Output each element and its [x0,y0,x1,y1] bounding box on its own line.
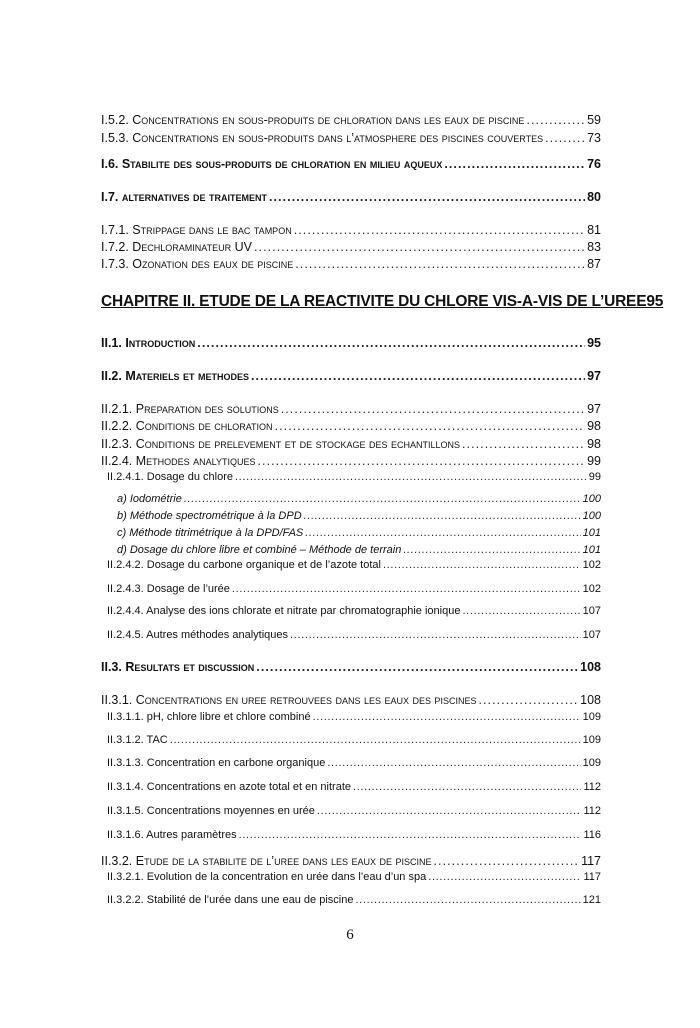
toc-entry-title: II.3.1.3. Concentration en carbone organique [107,757,326,769]
toc-entry[interactable] [101,660,601,674]
toc-entry-page: 59 [587,113,601,127]
toc-entry[interactable] [101,257,601,271]
toc-entry[interactable] [101,437,601,451]
dot-leader [403,544,580,556]
dot-leader [257,454,585,468]
toc-entry[interactable] [107,805,601,817]
toc-entry-title: II.2.4.1. Dosage du chlore [107,471,233,483]
toc-entry[interactable] [101,854,601,868]
toc-entry-title: II.3.1.4. Concentrations en azote total et en nitrate [107,781,351,793]
toc-entry-page: 97 [587,402,601,416]
toc-entry-title: II.3.1.6. Autres paramètres [107,829,237,841]
dot-leader [269,190,585,204]
dot-leader [355,894,580,906]
toc-entry-title: I.7.2. Dechloraminateur UV [101,240,252,254]
dot-leader [313,711,581,723]
dot-leader [184,493,581,505]
toc-entry-page: 109 [582,734,601,746]
toc-entry[interactable] [101,693,601,707]
toc-entry-title: II.3.1.5. Concentrations moyennes en urée [107,805,315,817]
toc-entry-page: 100 [582,493,601,505]
toc-entry[interactable] [101,223,601,237]
toc-entry-title: a) Iodométrie [117,493,182,505]
toc-entry-title: I.7.1. Strippage dans le bac tampon [101,223,292,237]
toc-entry-page: 98 [587,419,601,433]
toc-entry-page: 108 [580,693,601,707]
toc-entry-title: II.3.1.1. pH, chlore libre et chlore combiné [107,711,311,723]
dot-leader [353,781,581,793]
toc-entry[interactable] [101,369,601,383]
dot-leader [383,559,581,571]
toc-entry-page: 102 [582,583,601,595]
toc-entry[interactable] [101,190,601,204]
toc-entry[interactable] [117,510,601,522]
dot-leader [526,113,585,127]
toc-entry[interactable] [101,131,601,145]
toc-entry-page: 116 [583,829,601,841]
toc-entry-page: 107 [582,629,601,641]
toc-entry-title: I.5.3. Concentrations en sous-produits dans l’atmosphere des piscines couvertes [101,131,544,145]
toc-entry-title: I.5.2. Concentrations en sous-produits de chloration dans les eaux de piscine [101,113,525,127]
toc-entry-page: 98 [587,437,601,451]
toc-entry-page: 101 [582,527,601,539]
dot-leader [232,583,581,595]
toc-entry[interactable] [107,629,601,641]
toc-entry-page: 101 [582,544,601,556]
toc-entry-page: 95 [587,336,601,350]
toc-entry-title: I.7.3. Ozonation des eaux de piscine [101,257,294,271]
toc-entry-title: II.1. Introduction [101,336,196,350]
dot-leader [251,369,585,383]
toc-entry-title: II.2.4.5. Autres méthodes analytiques [107,629,289,641]
toc-entry-page: 107 [582,605,601,617]
toc-entry-title: II.2.1. Preparation des solutions [101,402,279,416]
toc-entry[interactable] [107,471,601,483]
toc-entry-title: II.3.1. Concentrations en uree retrouvees dans les eaux des piscines [101,693,477,707]
toc-entry-title: b) Méthode spectrométrique à la DPD [117,510,302,522]
dot-leader [462,605,580,617]
dot-leader [294,223,585,237]
toc-entry-page: 112 [583,781,601,793]
toc-entry-page: 80 [587,190,601,204]
dot-leader [275,419,586,433]
toc-entry-page: 76 [587,157,601,171]
toc-entry[interactable] [101,454,601,468]
toc-entry-title: I.7. alternatives de traitement [101,190,267,204]
toc-entry-title: II.2.4. Methodes analytiques [101,454,256,468]
toc-entry[interactable] [117,544,601,556]
toc-entry-title: II.2.2. Conditions de chloration [101,419,273,433]
toc-entry-page: 87 [587,257,601,271]
toc-entry-title: c) Méthode titrimétrique à la DPD/FAS [117,527,304,539]
toc-entry[interactable] [107,734,601,746]
toc-entry-title: II.3.1.2. TAC [107,734,168,746]
toc-entry-page: 81 [587,223,601,237]
dot-leader [305,527,580,539]
toc-entry[interactable] [101,157,601,171]
dot-leader [197,336,585,350]
toc-entry-page: 99 [588,471,601,483]
toc-entry-page: 99 [587,454,601,468]
toc-entry-title: II.2. Materiels et methodes [101,369,250,383]
toc-entry-page: 117 [583,871,601,883]
toc-entry-page: 100 [582,510,601,522]
toc-entry[interactable] [101,419,601,433]
dot-leader [254,240,585,254]
toc-entry[interactable] [107,559,601,571]
toc-entry-page: 109 [582,711,601,723]
toc-entry[interactable] [117,493,601,505]
dot-leader [428,871,581,883]
toc-entry-title: II.2.3. Conditions de prelevement et de stockage des echantillons [101,437,460,451]
toc-entry-title: II.2.4.4. Analyse des ions chlorate et nitrate par chromatographie ionique [107,605,461,617]
dot-leader [281,402,585,416]
dot-leader [239,829,582,841]
toc-entry[interactable] [101,113,601,127]
dot-leader [462,437,585,451]
toc-entry-page: 102 [582,559,601,571]
toc-entry[interactable] [101,402,601,416]
toc-entry[interactable] [117,527,601,539]
dot-leader [478,693,578,707]
page-number: 6 [346,927,354,943]
dot-leader [444,157,585,171]
toc-entry-page: 97 [587,369,601,383]
dot-leader [170,734,581,746]
toc-entry[interactable] [107,781,601,793]
toc-entry-page: 73 [587,131,601,145]
toc-entry[interactable] [107,583,601,595]
toc-entry[interactable] [107,871,601,883]
toc-entry[interactable] [107,711,601,723]
toc-entry-title: II.2.4.3. Dosage de l’urée [107,583,230,595]
dot-leader [434,854,580,868]
dot-leader [304,510,581,522]
toc-entry[interactable] [101,240,601,254]
toc-entry[interactable] [107,757,601,769]
toc-entry-title: II.3. Resultats et discussion [101,660,255,674]
chapter-heading: CHAPITRE II. ETUDE DE LA REACTIVITE DU CHLORE VIS-A-VIS DE L’UREE95 [101,293,664,310]
toc-entry-title: II.3.2.1. Evolution de la concentration en urée dans l’eau d’un spa [107,871,427,883]
dot-leader [256,660,578,674]
toc-entry-title: II.3.2.2. Stabilité de l’urée dans une eau de piscine [107,894,354,906]
toc-entry-page: 112 [583,805,601,817]
dot-leader [545,131,585,145]
toc-entry[interactable] [107,829,601,841]
dot-leader [235,471,587,483]
dot-leader [295,257,585,271]
toc-entry-title: II.3.2. Etude de la stabilite de l’uree dans les eaux de piscine [101,854,432,868]
toc-entry-title: d) Dosage du chlore libre et combiné – Méthode de terrain [117,544,402,556]
toc-entry-page: 109 [582,757,601,769]
toc-entry[interactable] [107,605,601,617]
dot-leader [317,805,582,817]
toc-entry-page: 117 [581,854,601,868]
toc-entry-page: 83 [587,240,601,254]
toc-entry-title: II.2.4.2. Dosage du carbone organique et de l’azote total [107,559,381,571]
dot-leader [327,757,580,769]
dot-leader [290,629,581,641]
toc-entry[interactable] [107,894,601,906]
toc-entry-title: I.6. Stabilite des sous-produits de chloration en milieu aqueux [101,157,443,171]
toc-entry-page: 121 [582,894,601,906]
toc-entry[interactable] [101,336,601,350]
toc-entry-page: 108 [580,660,601,674]
